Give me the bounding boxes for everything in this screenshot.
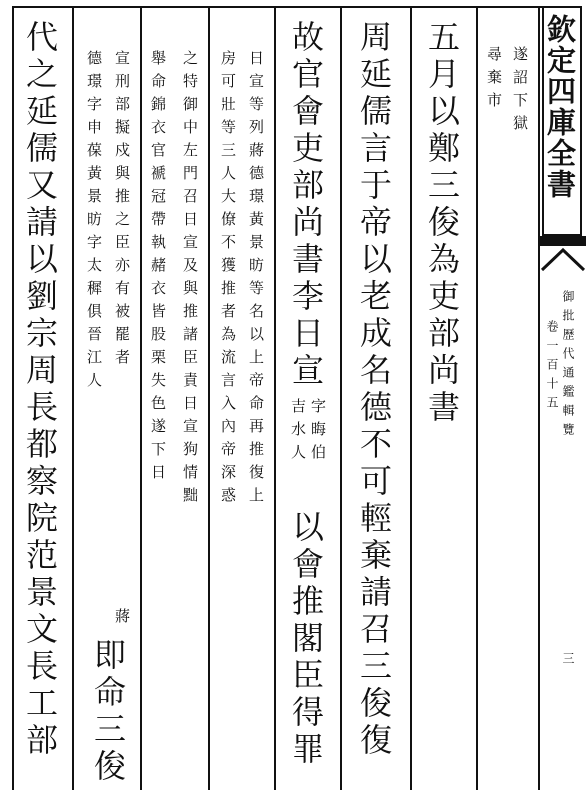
text-column: 以會推閣臣得罪 — [287, 510, 325, 769]
text-column: 周延儒言于帝以老成名德不可輕棄請召三俊復 — [355, 20, 393, 760]
text-column: 尋棄市 — [485, 46, 503, 115]
text-column: 日宣等列蔣德璟黃景昉等名以上帝命再推復上 — [247, 50, 265, 510]
text-column: 即命三俊 — [89, 638, 127, 786]
banner-title: 欽定四庫全書 — [543, 14, 577, 200]
column-rule — [12, 6, 14, 790]
text-column: 舉命錦衣官褫冠帶執赭衣皆股栗失色遂下日 — [149, 50, 167, 487]
text-column: 代之延儒又請以劉宗周長都察院范景文長工部 — [21, 20, 59, 760]
fishtail-mark — [540, 236, 586, 276]
top-border — [12, 6, 582, 8]
text-column: 五月以鄭三俊為吏部尚書 — [423, 20, 461, 427]
text-column: 蔣 — [113, 608, 131, 631]
column-rule — [340, 6, 342, 790]
column-rule — [538, 6, 540, 790]
banner-book-title: 御批歷代通鑑輯覽 — [561, 290, 575, 442]
text-column: 宣刑部擬戍與推之臣亦有被罷者 — [113, 50, 131, 372]
column-rule — [410, 6, 412, 790]
text-column-note: 吉水人 — [289, 398, 307, 467]
text-column: 房可壯等三人大僚不獲推者為流言入內帝深惑 — [219, 50, 237, 510]
column-rule — [72, 6, 74, 790]
column-rule — [274, 6, 276, 790]
column-rule — [208, 6, 210, 790]
column-rule — [140, 6, 142, 790]
text-column: 之特御中左門召日宣及與推諸臣責日宣狗情黜 — [181, 50, 199, 510]
column-rule — [476, 6, 478, 790]
text-column-note: 字晦伯 — [309, 398, 327, 467]
banner-volume: 卷一百十五 — [545, 320, 559, 415]
text-column: 故官會吏部尚書李日宣 — [287, 20, 325, 390]
text-column: 遂詔下獄 — [511, 46, 529, 138]
banner-page-mark: 三 — [561, 652, 575, 671]
text-column: 德璟字申葆黃景昉字太穉俱晉江人 — [85, 50, 103, 395]
